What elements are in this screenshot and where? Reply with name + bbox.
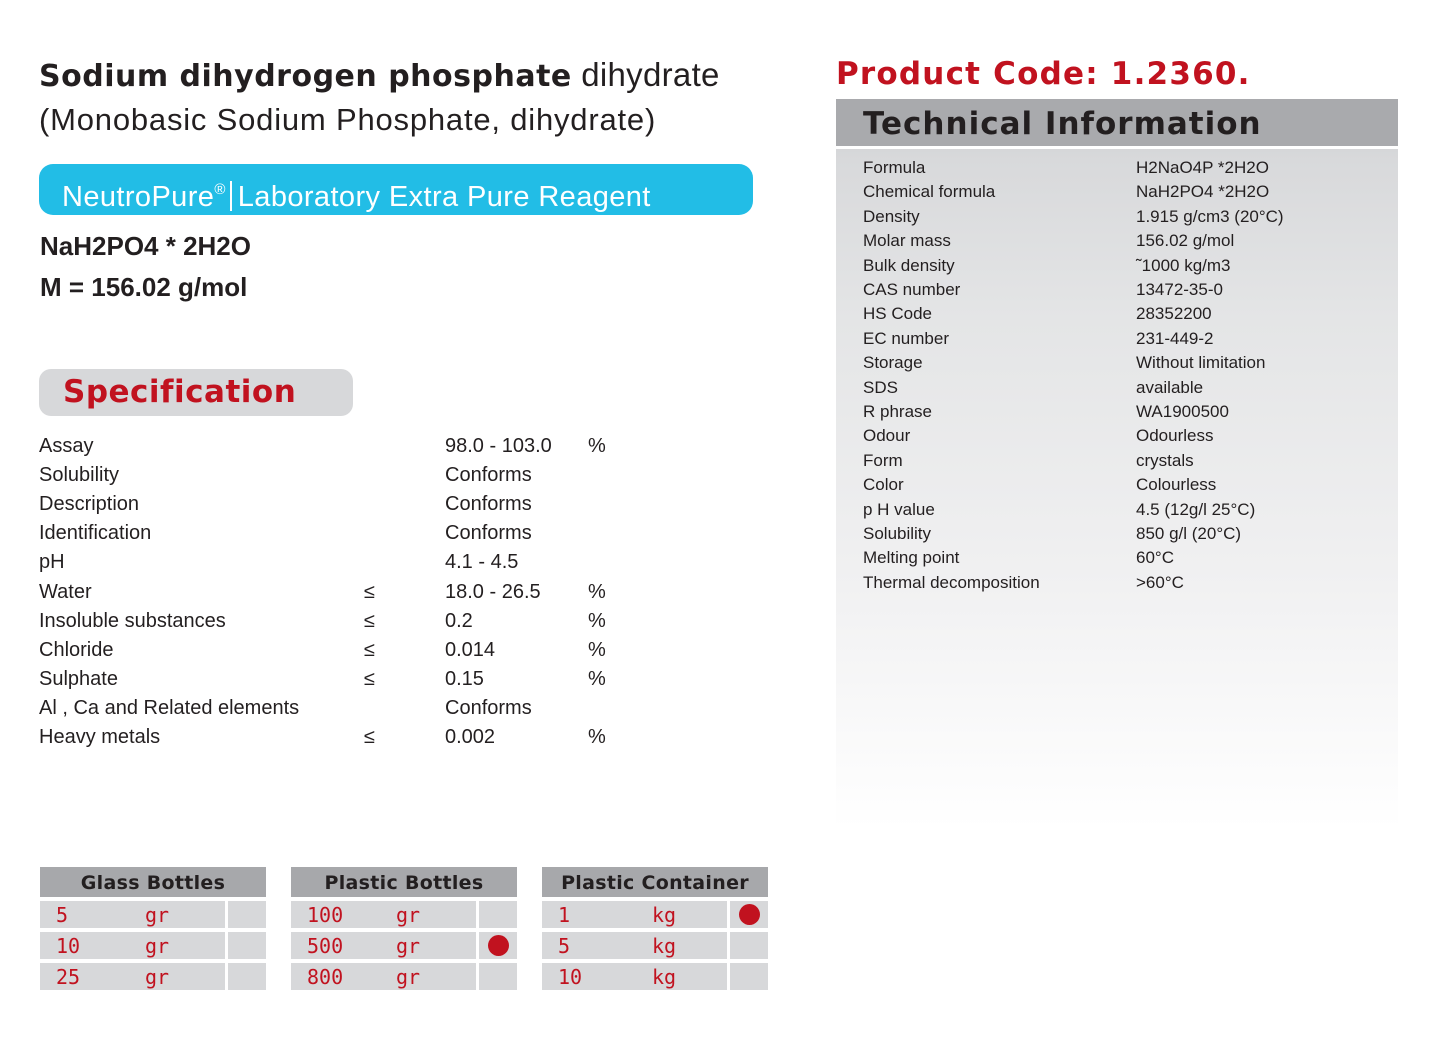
- packaging-quantity: 25: [56, 965, 81, 989]
- tech-value: crystals: [1136, 450, 1194, 470]
- packaging-unit: kg: [652, 965, 677, 989]
- packaging-size-cell: [291, 963, 476, 990]
- spec-unit: %: [588, 638, 606, 661]
- packaging-unit: gr: [145, 903, 170, 927]
- spec-value: 0.002: [445, 726, 496, 748]
- packaging-row: [40, 901, 266, 928]
- tech-row: [863, 424, 1383, 448]
- spec-row: [39, 519, 639, 548]
- packaging-size-cell: [40, 901, 225, 928]
- packaging-unit: gr: [145, 965, 170, 989]
- brand-name: NeutroPure: [62, 181, 215, 213]
- packaging-table-title: Plastic Container: [561, 872, 749, 894]
- packaging-table-title: Plastic Bottles: [324, 872, 484, 894]
- packaging-size-cell: [40, 932, 225, 959]
- packaging-table-header: [291, 867, 517, 897]
- packaging-table: [542, 867, 768, 992]
- packaging-availability-cell: [730, 901, 768, 928]
- tech-key: HS Code: [863, 304, 932, 324]
- packaging-size-cell: [542, 963, 727, 990]
- product-title-bold: Sodium dihydrogen phosphate: [39, 59, 572, 94]
- tech-value: 28352200: [1136, 304, 1212, 324]
- tech-row: [863, 498, 1383, 522]
- tech-value: 1.915 g/cm3 (20°C): [1136, 206, 1284, 226]
- packaging-size-cell: [40, 963, 225, 990]
- packaging-availability-cell: [479, 963, 517, 990]
- tech-value: NaH2PO4 *2H2O: [1136, 182, 1270, 202]
- packaging-table-header: [542, 867, 768, 897]
- tech-key: Molar mass: [863, 231, 951, 251]
- tech-key: SDS: [863, 377, 898, 397]
- packaging-availability-cell: [228, 963, 266, 990]
- spec-value: 0.15: [445, 667, 484, 690]
- packaging-availability-cell: [479, 901, 517, 928]
- tech-key: Form: [863, 450, 903, 470]
- tech-row: [863, 522, 1383, 546]
- spec-name: Chloride: [39, 638, 114, 661]
- tech-value: H2NaO4P *2H2O: [1136, 158, 1269, 177]
- spec-value: 98.0 - 103.0: [445, 435, 552, 457]
- spec-name: Heavy metals: [39, 726, 161, 748]
- spec-row: [39, 694, 639, 723]
- packaging-unit: gr: [145, 934, 170, 958]
- tech-value: WA1900500: [1136, 402, 1229, 421]
- tech-row: [863, 229, 1383, 253]
- spec-unit: %: [588, 580, 606, 603]
- tech-key: Solubility: [863, 524, 932, 543]
- tech-value: 156.02 g/mol: [1136, 231, 1235, 251]
- packaging-size-cell: [542, 932, 727, 959]
- specification-header: [39, 369, 353, 416]
- spec-row: [39, 636, 639, 665]
- tech-row: [863, 254, 1383, 278]
- technical-information-panel: [836, 99, 1398, 829]
- tech-row: [863, 180, 1383, 204]
- packaging-row: [291, 963, 517, 990]
- tech-value: Without limitation: [1136, 353, 1266, 373]
- tech-row: [863, 376, 1383, 400]
- spec-row: [39, 578, 639, 607]
- spec-row: [39, 461, 639, 490]
- packaging-unit: kg: [652, 934, 677, 958]
- product-title: [39, 52, 720, 100]
- packaging-quantity: 10: [56, 934, 81, 958]
- tech-value: available: [1136, 377, 1204, 397]
- tech-key: Density: [863, 206, 920, 226]
- packaging-availability-cell: [228, 901, 266, 928]
- spec-value: Conforms: [445, 522, 532, 545]
- packaging-availability-cell: [730, 932, 768, 959]
- chemical-formula: NaH2PO4 * 2H2O: [40, 231, 251, 261]
- tech-row: [863, 449, 1383, 473]
- spec-value: 18.0 - 26.5: [445, 580, 541, 603]
- brand-bar: [39, 164, 753, 215]
- tech-key: Color: [863, 475, 904, 495]
- spec-value: Conforms: [445, 464, 532, 487]
- packaging-row: [542, 963, 768, 990]
- spec-name: Insoluble substances: [39, 609, 226, 632]
- tech-row: [863, 327, 1383, 351]
- packaging-size-cell: [291, 901, 476, 928]
- tech-row: [863, 205, 1383, 229]
- tech-key: Thermal decomposition: [863, 572, 1040, 592]
- spec-name: Description: [39, 493, 140, 516]
- spec-row: [39, 723, 639, 752]
- spec-row: [39, 490, 639, 519]
- product-subtitle: (Monobasic Sodium Phosphate, dihydrate): [39, 102, 657, 137]
- spec-name: Solubility: [39, 464, 120, 487]
- packaging-table-header: [40, 867, 266, 897]
- tech-value: 60°C: [1136, 548, 1174, 568]
- tech-key: R phrase: [863, 402, 932, 421]
- spec-operator: ≤: [364, 580, 375, 603]
- tech-key: Storage: [863, 353, 923, 373]
- packaging-row: [542, 932, 768, 959]
- packaging-quantity: 500: [307, 934, 344, 958]
- tech-key: Melting point: [863, 548, 960, 568]
- availability-dot-icon: [739, 904, 760, 925]
- product-title-suffix: dihydrate: [571, 56, 720, 93]
- spec-operator: ≤: [364, 638, 375, 661]
- packaging-quantity: 1: [558, 903, 571, 927]
- spec-operator: ≤: [364, 726, 375, 748]
- spec-unit: %: [588, 726, 606, 748]
- spec-name: Water: [39, 580, 92, 603]
- tech-value: Odourless: [1136, 426, 1214, 446]
- tech-key: Odour: [863, 426, 911, 446]
- tech-value: Colourless: [1136, 475, 1217, 495]
- tech-value: 850 g/l (20°C): [1136, 524, 1242, 543]
- packaging-row: [40, 932, 266, 959]
- spec-name: Identification: [39, 522, 152, 545]
- spec-value: Conforms: [445, 696, 532, 719]
- packaging-quantity: 100: [307, 903, 344, 927]
- tech-value: 231-449-2: [1136, 328, 1214, 348]
- availability-dot-icon: [488, 935, 509, 956]
- packaging-quantity: 10: [558, 965, 583, 989]
- packaging-size-cell: [291, 932, 476, 959]
- packaging-table-title: Glass Bottles: [80, 872, 226, 894]
- packaging-quantity: 5: [558, 934, 571, 958]
- tech-value: 13472-35-0: [1136, 280, 1223, 299]
- spec-row: [39, 432, 639, 461]
- tech-key: p H value: [863, 499, 935, 519]
- packaging-row: [542, 901, 768, 928]
- molar-mass: M = 156.02 g/mol: [40, 272, 248, 302]
- spec-row: [39, 548, 639, 577]
- tech-value: 4.5 (12g/l 25°C): [1136, 499, 1256, 519]
- specification-title: Specification: [63, 374, 297, 410]
- packaging-unit: gr: [396, 965, 421, 989]
- spec-value: 4.1 - 4.5: [445, 551, 519, 574]
- spec-name: Assay: [39, 435, 94, 457]
- packaging-quantity: 5: [56, 903, 69, 927]
- spec-name: Sulphate: [39, 667, 118, 690]
- packaging-unit: kg: [652, 903, 677, 927]
- tech-row: [863, 400, 1383, 424]
- brand-grade: Laboratory Extra Pure Reagent: [237, 181, 651, 213]
- technical-information-header: [836, 99, 1398, 149]
- packaging-row: [40, 963, 266, 990]
- product-code: Product Code: 1.2360.: [836, 56, 1251, 92]
- spec-unit: %: [588, 435, 606, 457]
- spec-name: pH: [39, 551, 65, 574]
- spec-operator: ≤: [364, 609, 375, 632]
- spec-unit: %: [588, 667, 606, 690]
- packaging-availability-cell: [730, 963, 768, 990]
- packaging-row: [291, 901, 517, 928]
- packaging-table: [291, 867, 517, 992]
- tech-row: [863, 571, 1383, 595]
- tech-value: >60°C: [1136, 572, 1184, 592]
- registered-mark: ®: [214, 181, 226, 198]
- spec-unit: %: [588, 609, 606, 632]
- packaging-quantity: 800: [307, 965, 344, 989]
- spec-value: 0.2: [445, 609, 473, 632]
- tech-key: Formula: [863, 158, 926, 177]
- tech-key: Bulk density: [863, 255, 955, 275]
- tech-key: EC number: [863, 328, 949, 348]
- packaging-table: [40, 867, 266, 992]
- spec-value: Conforms: [445, 493, 532, 516]
- packaging-unit: gr: [396, 903, 421, 927]
- spec-operator: ≤: [364, 667, 375, 690]
- tech-key: CAS number: [863, 280, 961, 299]
- packaging-unit: gr: [396, 934, 421, 958]
- packaging-size-cell: [542, 901, 727, 928]
- tech-key: Chemical formula: [863, 182, 996, 202]
- spec-row: [39, 607, 639, 636]
- tech-row: [863, 278, 1383, 302]
- tech-row: [863, 546, 1383, 570]
- tech-row: [863, 156, 1383, 180]
- tech-value: ˜1000 kg/m3: [1136, 255, 1231, 275]
- tech-row: [863, 473, 1383, 497]
- tech-row: [863, 351, 1383, 375]
- brand-separator: [230, 181, 232, 211]
- spec-name: Al , Ca and Related elements: [39, 696, 300, 719]
- packaging-availability-cell: [228, 932, 266, 959]
- spec-value: 0.014: [445, 638, 496, 661]
- packaging-row: [291, 932, 517, 959]
- packaging-availability-cell: [479, 932, 517, 959]
- tech-row: [863, 302, 1383, 326]
- spec-row: [39, 665, 639, 694]
- technical-information-title: Technical Information: [863, 106, 1262, 142]
